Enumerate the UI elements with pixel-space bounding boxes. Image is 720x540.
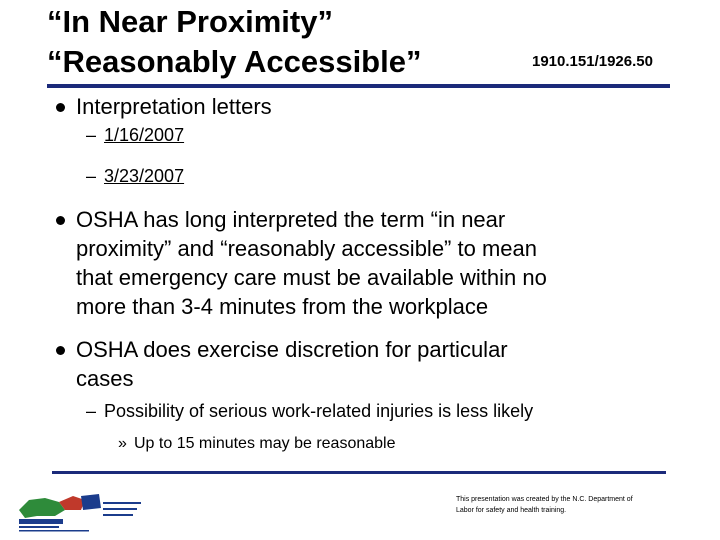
bullet-dot-1 bbox=[56, 103, 65, 112]
slide-title-line-2: “Reasonably Accessible” bbox=[47, 44, 422, 79]
bullet-dot-2 bbox=[56, 216, 65, 225]
bullet-osha-interpretation-line-3: that emergency care must be available within no bbox=[76, 265, 547, 290]
footer-credit-line-2: Labor for safety and health training. bbox=[456, 507, 567, 514]
ncdol-logo-icon bbox=[15, 488, 145, 534]
bullet-discretion-line-2: cases bbox=[76, 366, 134, 391]
subsub-bullet-15-minutes: Up to 15 minutes may be reasonable bbox=[134, 435, 396, 452]
bullet-osha-interpretation-line-4: more than 3-4 minutes from the workplace bbox=[76, 294, 489, 319]
letter-link-2[interactable]: 3/23/2007 bbox=[104, 166, 185, 186]
bullet-osha-interpretation-line-2: proximity” and “reasonably accessible” to mean bbox=[76, 236, 537, 261]
bullet-discretion-line-1: OSHA does exercise discretion for particular bbox=[76, 337, 508, 362]
sub-dash-2: – bbox=[86, 166, 97, 186]
footer-credit-line-1: This presentation was created by the N.C. Department of bbox=[456, 496, 633, 503]
bullet-interpretation-letters: Interpretation letters bbox=[76, 94, 272, 119]
footer-divider bbox=[52, 471, 666, 474]
bullet-osha-interpretation-line-1: OSHA has long interpreted the term “in near bbox=[76, 207, 506, 232]
sub-dash-1: – bbox=[86, 125, 97, 145]
title-divider bbox=[47, 84, 670, 88]
letter-link-1[interactable]: 1/16/2007 bbox=[104, 125, 185, 145]
sub-bullet-serious-injuries: Possibility of serious work-related injuries is less likely bbox=[104, 401, 534, 421]
chevron-bullet: » bbox=[118, 435, 127, 452]
standard-citation: 1910.151/1926.50 bbox=[532, 53, 653, 70]
slide-title-line-1: “In Near Proximity” bbox=[47, 4, 333, 39]
sub-dash-3: – bbox=[86, 401, 97, 421]
bullet-dot-3 bbox=[56, 346, 65, 355]
footer-credit bbox=[456, 494, 666, 516]
